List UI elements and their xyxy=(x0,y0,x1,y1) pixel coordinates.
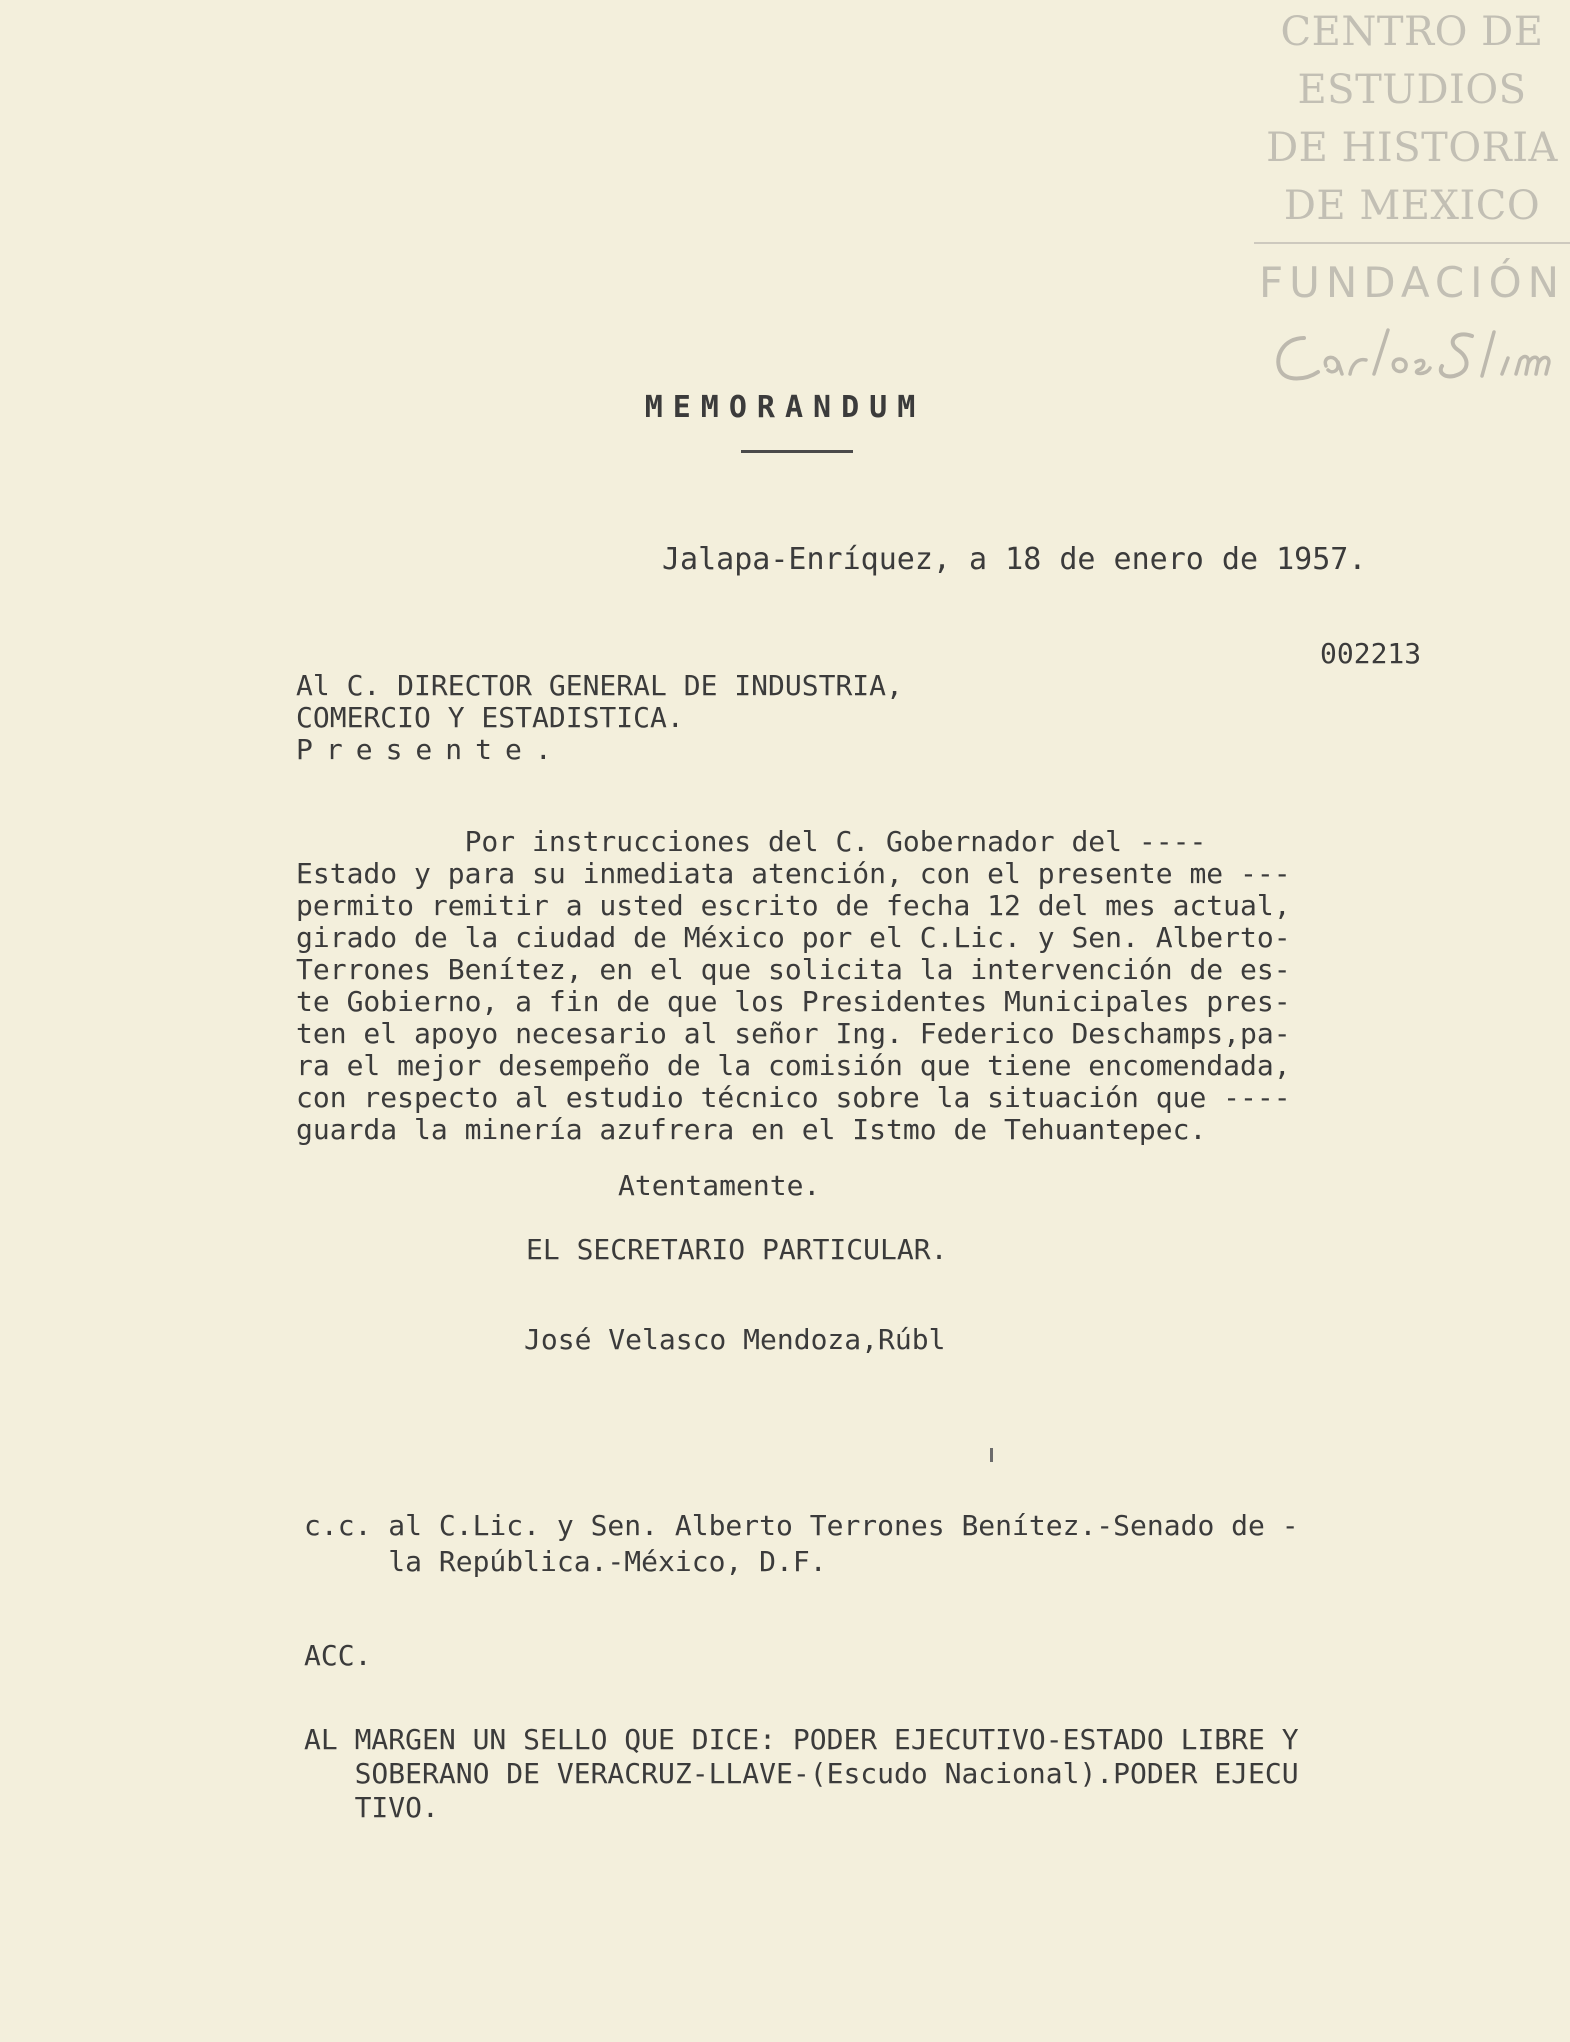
body-line: Por instrucciones del C. Gobernador del ---- xyxy=(296,825,1207,858)
cc-line: la República.-México, D.F. xyxy=(304,1545,827,1578)
cc-line: c.c. al C.Lic. y Sen. Alberto Terrones Benítez.-Senado de - xyxy=(304,1509,1299,1542)
body-line: ra el mejor desempeño de la comisión que tiene encomendada, xyxy=(296,1049,1291,1082)
body-line: te Gobierno, a fin de que los Presidentes Municipales pres- xyxy=(296,985,1291,1018)
body-line: guarda la minería azufrera en el Istmo de Tehuantepec. xyxy=(296,1113,1207,1146)
memo-body xyxy=(296,826,1291,1146)
title-underline xyxy=(741,450,853,453)
watermark-line: DE HISTORIA xyxy=(1266,125,1558,171)
body-line: ten el apoyo necesario al señor Ing. Federico Deschamps,pa- xyxy=(296,1017,1291,1050)
archive-watermark xyxy=(1254,0,1570,400)
body-line: Terrones Benítez, en el que solicita la intervención de es- xyxy=(296,953,1291,986)
place-date: Jalapa-Enríquez, a 18 de enero de 1957. xyxy=(662,542,1367,577)
body-line: permito remitir a usted escrito de fecha 12 del mes actual, xyxy=(296,889,1291,922)
body-line: Estado y para su inmediata atención, con el presente me --- xyxy=(296,857,1291,890)
margin-note-line: SOBERANO DE VERACRUZ-LLAVE-(Escudo Nacional).PODER EJECU xyxy=(304,1757,1299,1790)
ink-mark xyxy=(990,1448,993,1462)
recipient-line: Al C. DIRECTOR GENERAL DE INDUSTRIA, xyxy=(296,669,903,702)
recipient-greeting: Presente. xyxy=(296,733,565,766)
signature-logo xyxy=(1266,316,1566,396)
watermark-line: CENTRO DE xyxy=(1280,9,1544,55)
watermark-line: DE MEXICO xyxy=(1283,183,1541,229)
closing: Atentamente. xyxy=(618,1169,821,1202)
margin-note-line: AL MARGEN UN SELLO QUE DICE: PODER EJECUTIVO-ESTADO LIBRE Y xyxy=(304,1723,1299,1756)
memo-title: MEMORANDUM xyxy=(644,390,926,425)
recipient-line: COMERCIO Y ESTADISTICA. xyxy=(296,701,684,734)
watermark-divider xyxy=(1254,242,1570,244)
body-line: con respecto al estudio técnico sobre la situación que ---- xyxy=(296,1081,1291,1114)
watermark-foundation: FUNDACIÓN xyxy=(1258,258,1566,307)
recipient-block xyxy=(296,670,903,766)
document-number: 002213 xyxy=(1320,637,1422,670)
margin-note-line: TIVO. xyxy=(304,1791,439,1824)
carbon-copy xyxy=(304,1510,1299,1582)
margin-note xyxy=(304,1724,1299,1826)
watermark-line: ESTUDIOS xyxy=(1297,67,1527,113)
secretary-title: EL SECRETARIO PARTICULAR. xyxy=(526,1233,948,1266)
body-line: girado de la ciudad de México por el C.Lic. y Sen. Alberto- xyxy=(296,921,1291,954)
signer-name: José Velasco Mendoza,Rúbl xyxy=(524,1323,946,1356)
typist-initials: ACC. xyxy=(304,1639,372,1672)
